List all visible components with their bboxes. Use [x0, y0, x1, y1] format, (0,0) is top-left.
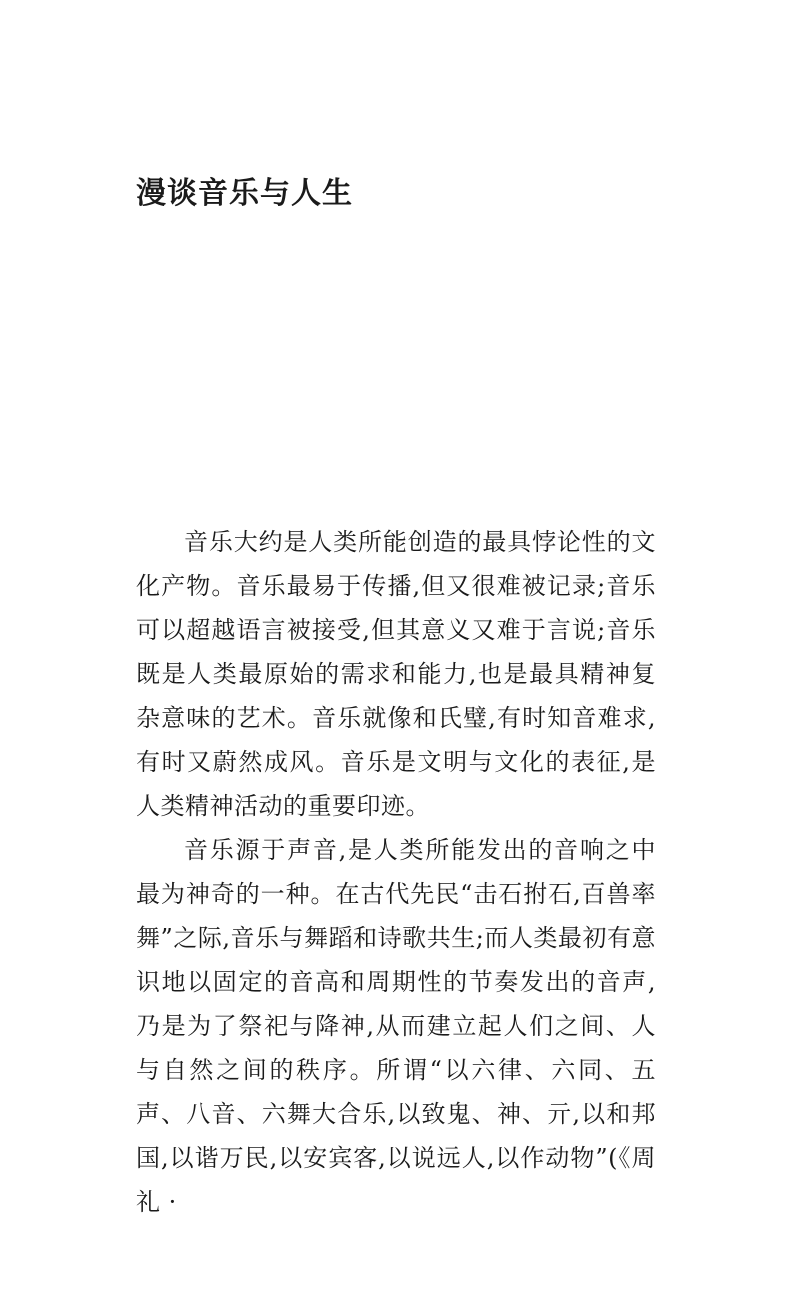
paragraph-2: 音乐源于声音,是人类所能发出的音响之中最为神奇的一种。在古代先民“击石拊石,百兽率舞”之际,音乐与舞蹈和诗歌共生;而人类最初有意识地以固定的音高和周期性的节奏发出的音声,乃是为了祭祀与降神,从而建立起人们之间、人与自然之间的秩序。所谓“以六律、六同、五声、八音、六舞大合乐,以致鬼、神、亓,以和邦国,以谐万民,以安宾客,以说远人,以作动物”(《周礼 ·: [136, 836, 656, 1216]
paragraph-1: 音乐大约是人类所能创造的最具悖论性的文化产物。音乐最易于传播,但又很难被记录;音乐可以超越语言被接受,但其意义又难于言说;音乐既是人类最原始的需求和能力,也是最具精神复杂意味的艺术。音乐就像和氏璧,有时知音难求,有时又蔚然成风。音乐是文明与文化的表征,是人类精神活动的重要印迹。: [136, 528, 656, 820]
page-title: 漫谈音乐与人生: [136, 176, 353, 211]
body-text: [136, 520, 656, 1224]
